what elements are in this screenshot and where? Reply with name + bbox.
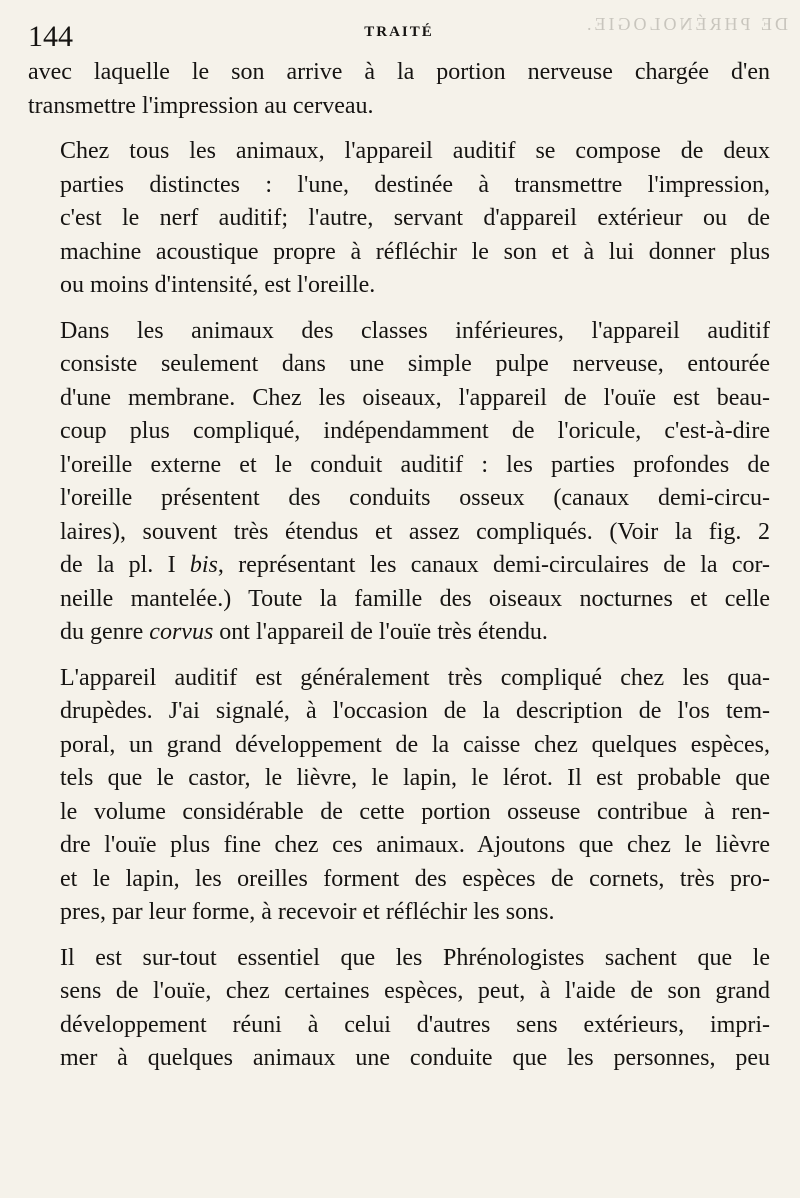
running-head: [28, 18, 770, 58]
text-line: consiste seulement dans une simple pulpe nerveuse, entourée: [60, 351, 770, 377]
text-line: avec laquelle le son arrive à la portion nerveuse chargée d'en: [28, 59, 770, 85]
text-line: machine acoustique propre à réfléchir le son et à lui donner plus: [60, 238, 770, 265]
italic-term: corvus: [149, 619, 214, 645]
text-line: l'oreille présentent des conduits osseux (canaux demi-circu-: [60, 485, 770, 511]
text-line: développement réuni à celui d'autres sens extérieurs, impri-: [60, 1011, 770, 1038]
bleed-through-text: DE PHRÉNOLOGIE.: [584, 14, 788, 34]
text-line: Chez tous les animaux, l'appareil auditif se compose de deux: [60, 138, 770, 164]
text-line: le volume considérable de cette portion osseuse contribue à ren-: [60, 798, 770, 825]
text-line: mer à quelques animaux une conduite que les personnes, peu: [60, 1045, 770, 1071]
paragraph-3: [28, 315, 770, 650]
text-line: ou moins d'intensité, est l'oreille.: [60, 272, 376, 298]
text-line: de la pl. I bis, représentant les canaux demi-circulaires de la cor-: [60, 552, 770, 578]
text-line: Il est sur-tout essentiel que les Phrénologistes sachent que le: [60, 944, 770, 971]
paragraph-2: [28, 135, 770, 303]
text-line: l'oreille externe et le conduit auditif : les parties profondes de: [60, 451, 770, 478]
text-line: et le lapin, les oreilles forment des espèces de cornets, très pro-: [60, 865, 770, 892]
text-line: coup plus compliqué, indépendamment de l'oricule, c'est-à-dire: [60, 418, 770, 444]
text-line: d'une membrane. Chez les oiseaux, l'appareil de l'ouïe est beau-: [60, 384, 770, 411]
text-line: pres, par leur forme, à recevoir et réfléchir les sons.: [60, 899, 555, 925]
text-line: parties distinctes : l'une, destinée à transmettre l'impression,: [60, 171, 770, 198]
text-line: laires), souvent très étendus et assez compliqués. (Voir la fig. 2: [60, 518, 770, 545]
text-line: sens de l'ouïe, chez certaines espèces, peut, à l'aide de son grand: [60, 978, 770, 1004]
running-title: TRAITÉ: [364, 24, 434, 40]
text-line: transmettre l'impression au cerveau.: [28, 92, 374, 119]
text-line: c'est le nerf auditif; l'autre, servant d'appareil extérieur ou de: [60, 205, 770, 231]
text-line: L'appareil auditif est généralement très compliqué chez les qua-: [60, 664, 770, 691]
paragraph-5: [28, 942, 770, 1076]
paragraph-4: [28, 662, 770, 930]
text-line: poral, un grand développement de la caisse chez quelques espèces,: [60, 731, 770, 758]
text-line: dre l'ouïe plus fine chez ces animaux. Ajoutons que chez le lièvre: [60, 832, 770, 858]
page-number: 144: [28, 20, 73, 53]
text-line: du genre corvus ont l'appareil de l'ouïe très étendu.: [60, 619, 548, 645]
italic-term: bis: [189, 552, 218, 578]
body-text: [28, 56, 770, 1088]
text-line: neille mantelée.) Toute la famille des oiseaux nocturnes et celle: [60, 585, 770, 612]
paragraph-1: [28, 56, 770, 123]
text-line: Dans les animaux des classes inférieures, l'appareil auditif: [60, 317, 770, 344]
text-line: tels que le castor, le lièvre, le lapin, le lérot. Il est probable que: [60, 765, 770, 791]
text-line: drupèdes. J'ai signalé, à l'occasion de la description de l'os tem-: [60, 698, 770, 724]
